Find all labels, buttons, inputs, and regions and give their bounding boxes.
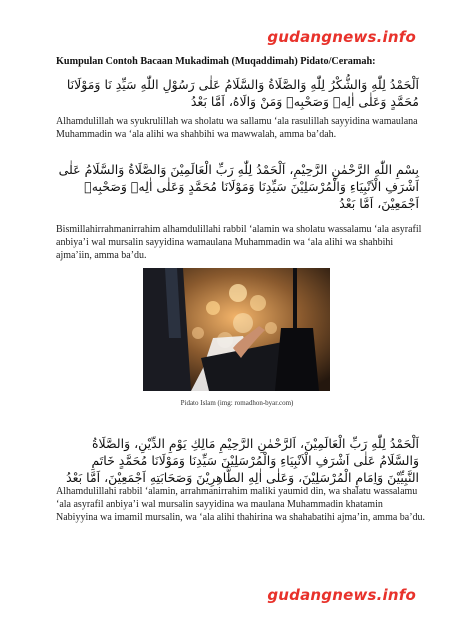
- latin-transliteration-3: Alhamdulillahi rabbil ‘alamin, arrahmanirrahim maliki yaumid din, wa shalatu wassalamu ‘ala asyrafil anbiya’i wal mursalin sayyidina wa maulana Muhammadin khatamin Nabiyyina wa imamil mursalin, wa ‘ala alihi thahirina wa shahabatihi ajma’in, amma ba’du.: [56, 486, 426, 524]
- speaker-photo-illustration: [143, 268, 330, 391]
- site-logo-top: gudangnews.info: [267, 28, 416, 46]
- arabic-text-2: بِسْمِ اللّٰهِ الرَّحْمٰنِ الرَّحِيْمِ، اَلْحَمْدُ لِلّٰهِ رَبِّ الْعَالَمِيْنَ وَالصَّلَاةُ وَالسَّلَامُ عَلٰى اَشْرَفِ الْاَنْبِيَاءِ وَالْمُرْسَلِيْنَ سَيِّدِنَا وَمَوْلَانَا مُحَمَّدٍ وَعَلٰى اٰلِهٖ وَصَحْبِهٖ اَجْمَعِيْنَ، اَمَّا بَعْدُ: [58, 162, 419, 211]
- speaker-at-podium-photo: [143, 268, 330, 391]
- page-title: Kumpulan Contoh Bacaan Mukadimah (Muqaddimah) Pidato/Ceramah:: [56, 56, 376, 67]
- image-caption: Pidato Islam (img: romadhon-byar.com): [180, 399, 294, 407]
- arabic-text-3: اَلْحَمْدُ لِلّٰهِ رَبِّ الْعَالَمِيْنَ، اَلرَّحْمٰنِ الرَّحِيْمِ مَالِكِ يَوْمِ الدِّيْنِ، وَالصَّلَاةُ وَالسَّلَامُ عَلٰى اَشْرَفِ الْاَنْبِيَاءِ وَالْمُرْسَلِيْنَ سَيِّدِنَا وَمَوْلَانَا مُحَمَّدٍ خَاتَمِ النَّبِيِّيْنَ وَاِمَامِ الْمُرْسَلِيْنَ، وَعَلٰى اٰلِهِ الطَّاهِرِيْنَ وَصَحَابَتِهِ اَجْمَعِيْنَ، اَمَّا بَعْدُ: [66, 436, 419, 485]
- site-logo-bottom: gudangnews.info: [267, 586, 416, 604]
- latin-transliteration-2: Bismillahirrahmanirrahim alhamdulillahi rabbil ‘alamin wa sholatu wassalamu ‘ala asyrafil anbiya’i wal mursalin sayyidina wamaulana Muhammadin wa ‘ala alihi wa shahbihi ajma’iin, amma ba’du.: [56, 224, 422, 262]
- arabic-text-1: اَلْحَمْدُ لِلّٰهِ وَالشُّكْرُ لِلّٰهِ وَالصَّلَاةُ وَالسَّلَامُ عَلٰى رَسُوْلِ اللّٰهِ سَيِّدِ نَا وَمَوْلَانَا مُحَمَّدٍ وَعَلٰى اٰلِهٖ وَصَحْبِهٖ وَمَنْ وَالَاهُ، اَمَّا بَعْدُ: [66, 77, 419, 109]
- latin-transliteration-1: Alhamdulillah wa syukrulillah wa sholatu wa sallamu ‘ala rasulillah sayyidina wamaulana Muhammadin wa ‘ala alihi wa shahbihi wa mawwalah, amma ba’dah.: [56, 116, 418, 141]
